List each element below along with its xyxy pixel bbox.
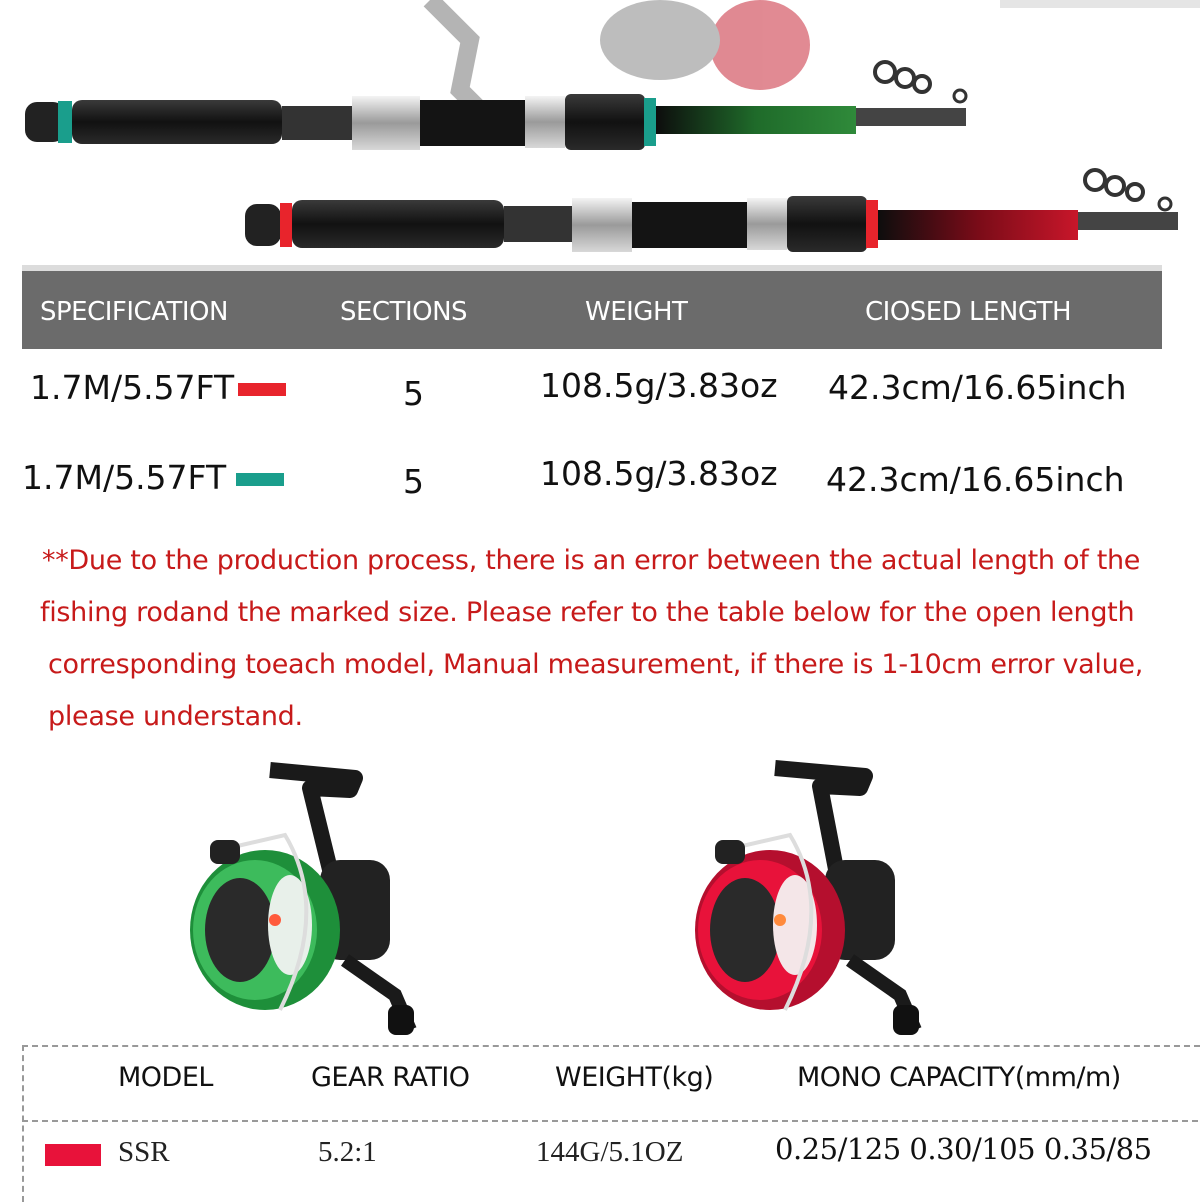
note-line: **Due to the production process, there is an error between the actual length of the: [42, 545, 1141, 576]
header-gear-ratio: GEAR RATIO: [311, 1062, 470, 1093]
row-sections: 5: [403, 374, 424, 413]
fishing-rods-image: [0, 0, 1200, 262]
note-line: fishing rodand the marked size. Please refer to the table below for the open length: [40, 597, 1135, 628]
row-sections: 5: [403, 462, 424, 501]
header-weight: WEIGHT(kg): [555, 1062, 714, 1093]
header-weight: WEIGHT: [585, 297, 688, 327]
row-weight: 144G/5.1OZ: [536, 1136, 684, 1168]
row-gear-ratio: 5.2:1: [318, 1136, 377, 1168]
teal-swatch: [236, 473, 284, 486]
row-model: SSR: [118, 1136, 170, 1168]
rod-red: [245, 170, 1178, 252]
red-swatch: [45, 1144, 101, 1166]
header-sections: SECTIONS: [340, 297, 468, 327]
row-weight: 108.5g/3.83oz: [540, 454, 778, 493]
row-specification: 1.7M/5.57FT: [30, 368, 235, 407]
rod-teal: [25, 62, 966, 150]
header-model: MODEL: [118, 1062, 213, 1093]
note-line: corresponding toeach model, Manual measurement, if there is 1-10cm error value,: [48, 649, 1144, 680]
note-line: please understand.: [48, 701, 303, 732]
row-weight: 108.5g/3.83oz: [540, 366, 778, 405]
length-error-note: [38, 535, 1168, 743]
green-reel-image: [180, 760, 470, 1040]
row-mono-capacity: 0.25/125 0.30/105 0.35/85: [775, 1132, 1152, 1166]
row-closed-length: 42.3cm/16.65inch: [828, 368, 1127, 407]
row-closed-length: 42.3cm/16.65inch: [826, 460, 1125, 499]
row-specification: 1.7M/5.57FT: [22, 458, 227, 497]
reel-table-divider: [22, 1120, 1198, 1122]
spec-table-header: [22, 265, 1162, 349]
red-swatch: [238, 383, 286, 396]
header-closed-length: CIOSED LENGTH: [865, 297, 1072, 327]
red-reel-image: [680, 760, 970, 1040]
header-specification: SPECIFICATION: [40, 297, 228, 327]
header-mono-capacity: MONO CAPACITY(mm/m): [797, 1062, 1121, 1093]
